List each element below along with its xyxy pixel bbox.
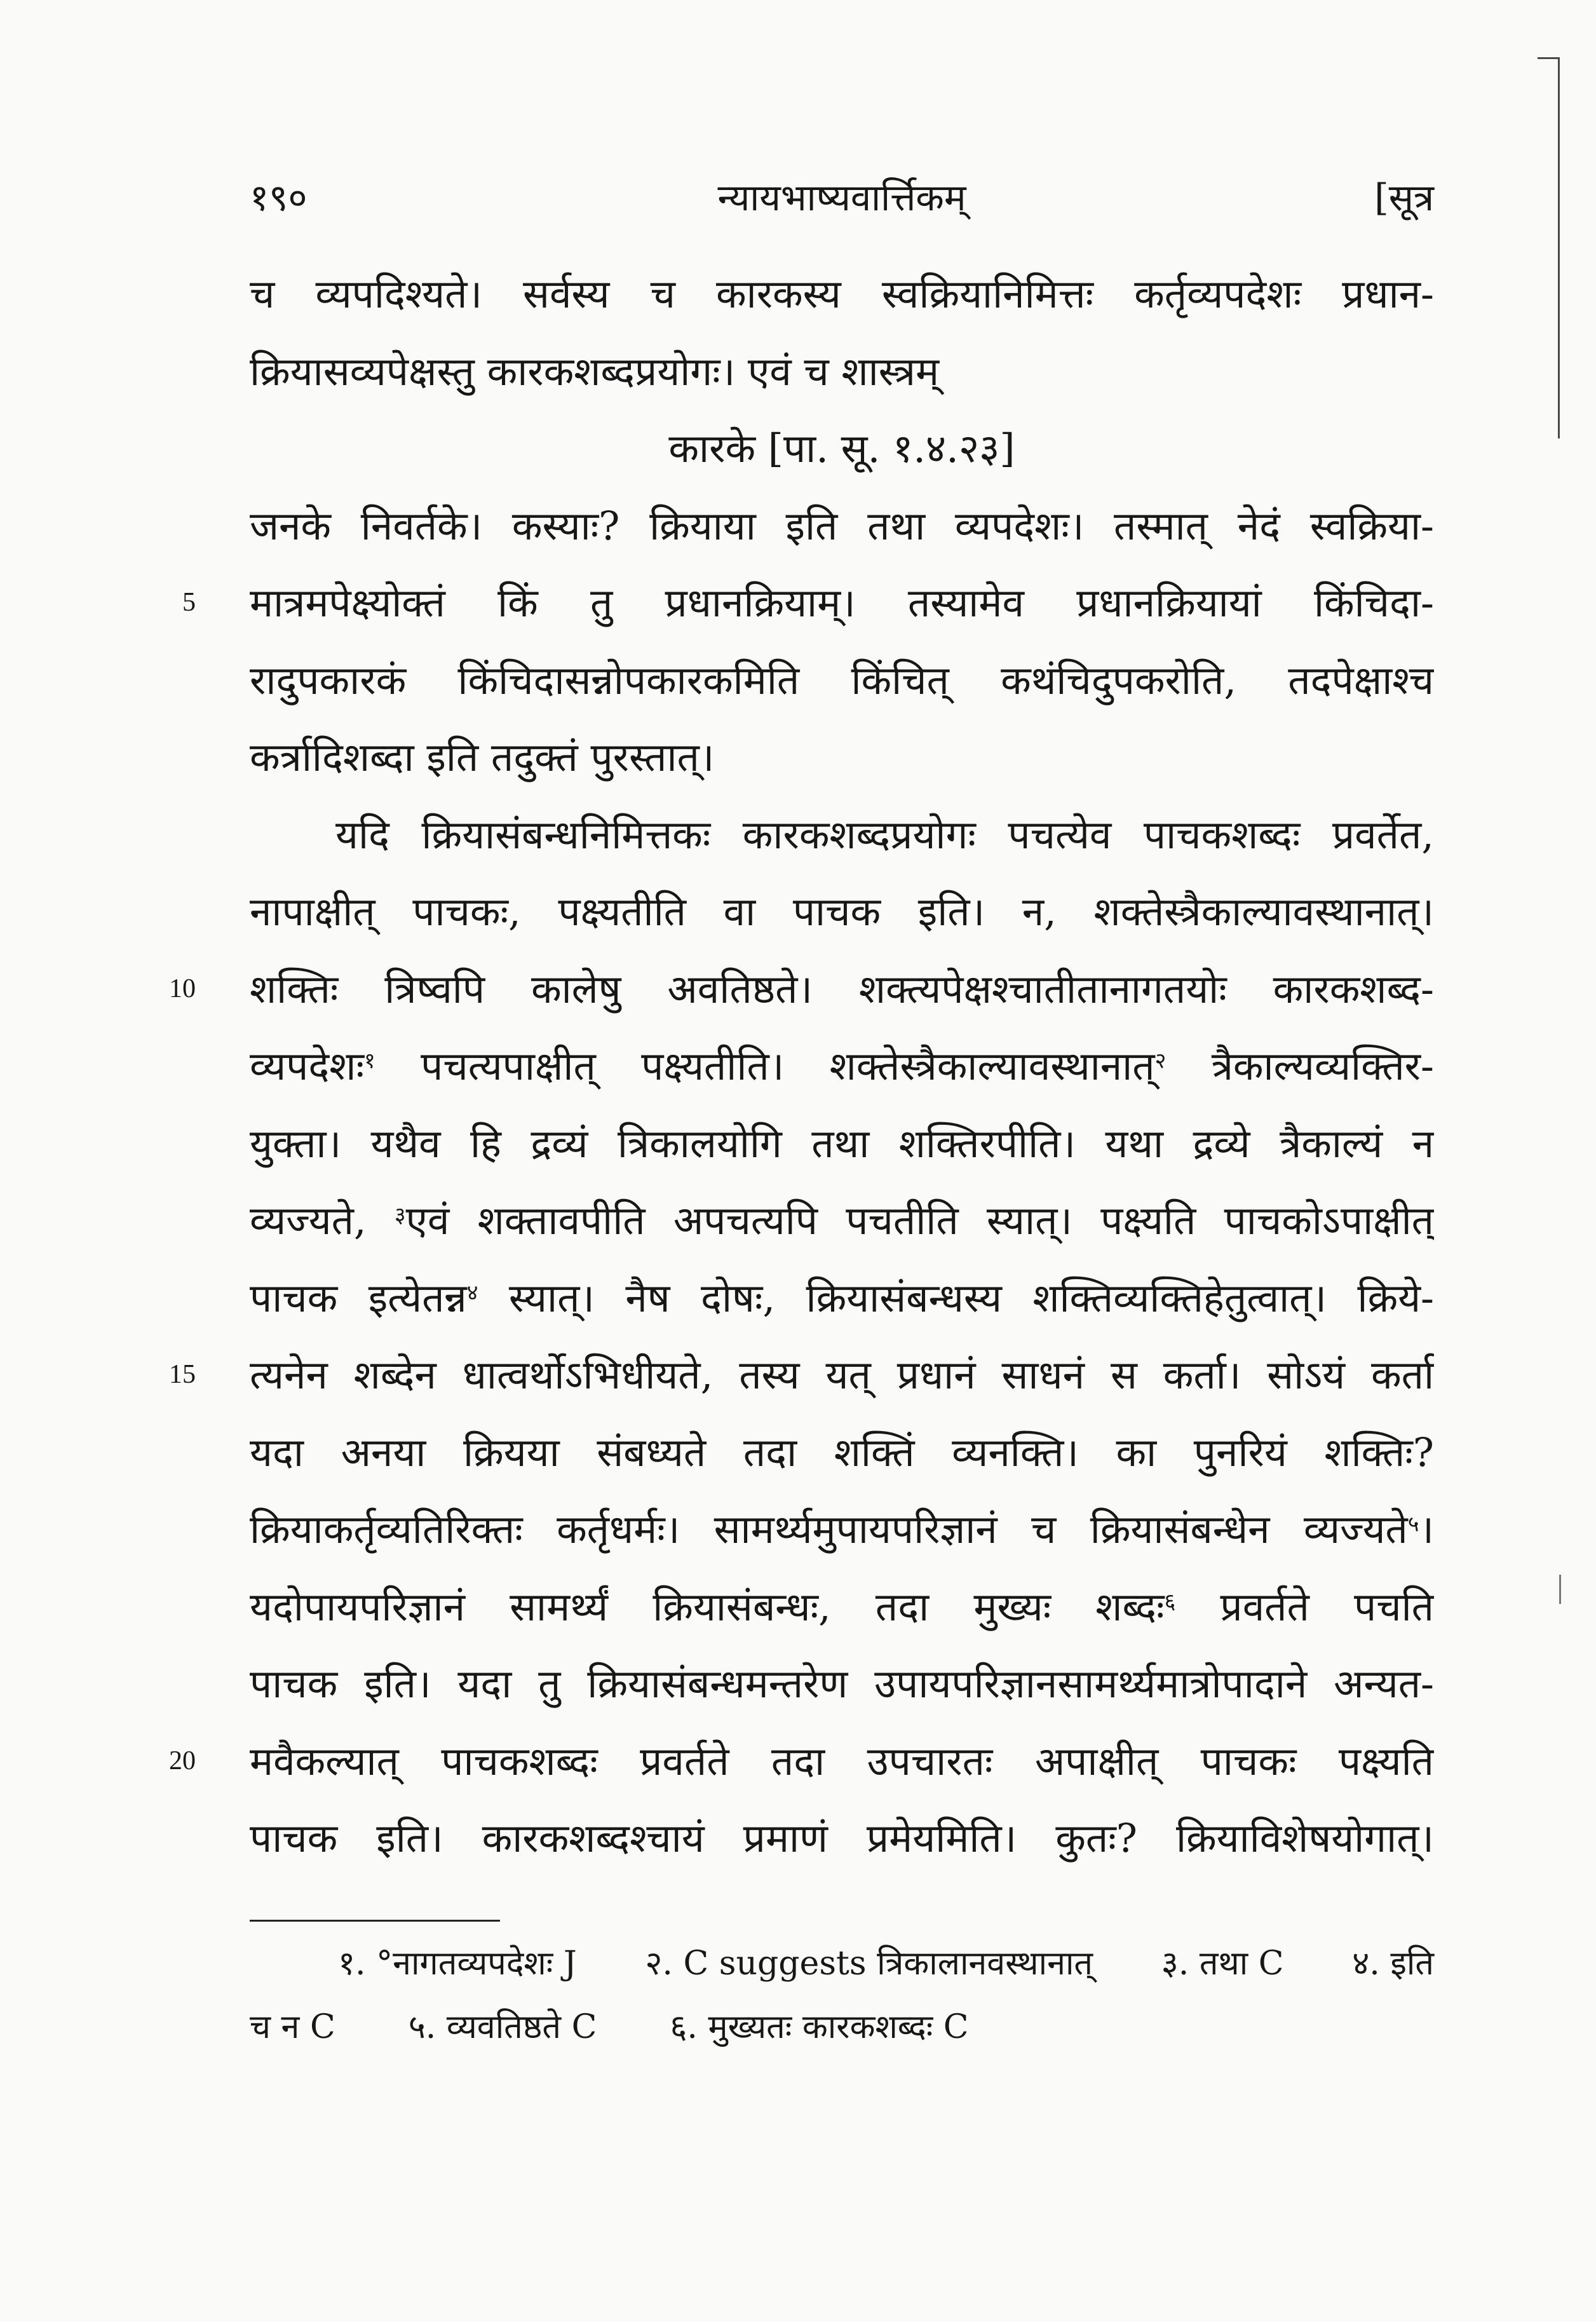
scan-edge-cap: [1538, 57, 1560, 59]
text-line: [250, 719, 1434, 796]
footnote-item: ६. मुख्यतः कारकशब्दः C: [670, 2008, 969, 2046]
line-text: च व्यपदिश्यते। सर्वस्य च कारकस्य स्वक्रियानिमित्तः कर्तृव्यपदेशः प्रधान-: [250, 271, 1434, 317]
text-line: [250, 1259, 1434, 1337]
text-line: [250, 487, 1434, 565]
running-title: न्यायभाष्यवार्त्तिकम्: [717, 176, 966, 219]
line-text: त्यनेन शब्देन धात्वर्थोऽभिधीयते, तस्य यत् प्रधानं साधनं स कर्ता। सोऽयं कर्ता: [250, 1352, 1434, 1398]
page-header: [250, 163, 1434, 233]
footnote-line: [338, 1934, 1434, 1994]
line-text: युक्ता। यथैव हि द्रव्यं त्रिकालयोगि तथा शक्तिरपीति। यथा द्रव्ये त्रैकाल्यं न: [250, 1120, 1434, 1167]
footnote-marker: ३: [394, 1202, 406, 1228]
text-line: [250, 1414, 1434, 1491]
paragraph-start-line: [250, 796, 1434, 874]
text-line: [250, 1028, 1434, 1105]
footnote-rule: [250, 1920, 500, 1922]
text-segment: ।: [1419, 1506, 1434, 1552]
line-text: कर्त्रादिशब्दा इति तदुक्तं पुरस्तात्।: [250, 734, 715, 780]
line-text: नापाक्षीत् पाचकः, पक्ष्यतीति वा पाचक इति। न, शक्तेस्त्रैकाल्यावस्थानात्।: [250, 888, 1434, 935]
text-line: [250, 255, 1434, 333]
text-segment: व्यपदेशः: [250, 1043, 364, 1089]
line-text: [250, 1568, 1434, 1646]
scan-edge-line: [1558, 57, 1560, 438]
text-segment: त्रैकाल्यव्यक्तिर-: [1166, 1043, 1434, 1089]
text-line: [169, 1723, 1434, 1800]
footnote-item: ३. तथा C: [1161, 1945, 1284, 1983]
line-text: [250, 1182, 1434, 1259]
line-text: यदा अनया क्रियया संबध्यते तदा शक्तिं व्यनक्ति। का पुनरियं शक्तिः?: [250, 1429, 1434, 1476]
footnote-marker: ५: [1407, 1511, 1419, 1537]
text-line: [250, 333, 1434, 411]
text-line: [250, 642, 1434, 719]
text-line: [250, 1491, 1434, 1568]
line-text: पाचक इति। यदा तु क्रियासंबन्धमन्तरेण उपायपरिज्ञानसामर्थ्यमात्रोपादाने अन्यत-: [250, 1660, 1434, 1707]
text-segment: यदोपायपरिज्ञानं सामर्थ्यं क्रियासंबन्धः, तदा मुख्यः शब्दः: [250, 1583, 1165, 1630]
text-line: [250, 1182, 1434, 1259]
footnote-line: [250, 1997, 969, 2058]
line-text: शक्तिः त्रिष्वपि कालेषु अवतिष्ठते। शक्त्यपेक्षश्चातीतानागतयोः कारकशब्द-: [250, 965, 1434, 1012]
text-line: [250, 1645, 1434, 1723]
footnote-marker: ४: [466, 1279, 478, 1305]
line-text: यदि क्रियासंबन्धनिमित्तकः कारकशब्दप्रयोगः पचत्येव पाचकशब्दः प्रवर्तेत,: [335, 811, 1434, 858]
line-text: [250, 1491, 1434, 1568]
section-label: [सूत्र: [1374, 176, 1434, 219]
line-number: 20: [169, 1746, 196, 1775]
text-line: [250, 1568, 1434, 1646]
text-line: [169, 1336, 1434, 1414]
text-segment: स्यात्। नैष दोषः, क्रियासंबन्धस्य शक्तिव्यक्तिहेतुत्वात्। क्रिये-: [478, 1274, 1434, 1321]
footnote-item: १. °नागतव्यपदेशः J: [338, 1945, 577, 1983]
text-segment: व्यज्यते,: [250, 1197, 395, 1244]
sutra-reference: [250, 410, 1434, 487]
footnote-marker: १: [364, 1048, 375, 1074]
line-number: 5: [182, 588, 196, 617]
footnote-item: २. C suggests त्रिकालानवस्थानात्: [645, 1945, 1093, 1983]
text-segment: एवं शक्तावपीति अपचत्यपि पचतीति स्यात्। पक्ष्यति पाचकोऽपाक्षीत्: [405, 1197, 1434, 1244]
text-segment: प्रवर्तते पचति: [1175, 1583, 1434, 1630]
line-text: मात्रमपेक्ष्योक्तं किं तु प्रधानक्रियाम्। तस्यामेव प्रधानक्रियायां किंचिदा-: [250, 580, 1434, 626]
text-segment: पाचक इत्येतन्न: [250, 1274, 467, 1321]
scan-edge-mark: [1559, 1575, 1561, 1604]
page-number: १९०: [250, 176, 308, 219]
text-line: [250, 873, 1434, 951]
text-line: [250, 1800, 1434, 1877]
line-text: जनके निवर्तके। कस्याः? क्रियाया इति तथा व्यपदेशः। तस्मात् नेदं स्वक्रिया-: [250, 502, 1434, 549]
line-text: [250, 1028, 1434, 1105]
footnote-item: च न C: [250, 2008, 335, 2046]
line-text: मवैकल्यात् पाचकशब्दः प्रवर्तते तदा उपचारतः अपाक्षीत् पाचकः पक्ष्यति: [250, 1737, 1434, 1784]
text-segment: क्रियाकर्तृव्यतिरिक्तः कर्तृधर्मः। सामर्थ्यमुपायपरिज्ञानं च क्रियासंबन्धेन व्यज्यते: [250, 1506, 1408, 1552]
footnote-item: ५. व्यवतिष्ठते C: [408, 2008, 597, 2046]
main-text: [169, 255, 1434, 1877]
text-segment: पचत्यपाक्षीत् पक्ष्यतीति। शक्तेस्त्रैकाल्यावस्थानात्: [375, 1043, 1155, 1089]
line-text: पाचक इति। कारकशब्दश्चायं प्रमाणं प्रमेयमिति। कुतः? क्रियाविशेषयोगात्।: [250, 1815, 1434, 1861]
text-line: [182, 564, 1434, 642]
line-number: 15: [169, 1360, 196, 1389]
line-text: क्रियासव्यपेक्षस्तु कारकशब्दप्रयोगः। एवं च शास्त्रम्: [250, 348, 940, 395]
footnote-item: ४. इति: [1352, 1945, 1434, 1983]
footnote-marker: २: [1154, 1048, 1167, 1074]
line-text: [250, 1259, 1434, 1337]
line-text: कारके [पा. सू. १.४.२३]: [668, 425, 1015, 472]
line-number: 10: [169, 974, 196, 1003]
text-line: [250, 1105, 1434, 1183]
text-line: [169, 951, 1434, 1028]
line-text: रादुपकारकं किंचिदासन्नोपकारकमिति किंचित् कथंचिदुपकरोति, तदपेक्षाश्च: [250, 656, 1434, 703]
footnote-marker: ६: [1164, 1588, 1176, 1614]
